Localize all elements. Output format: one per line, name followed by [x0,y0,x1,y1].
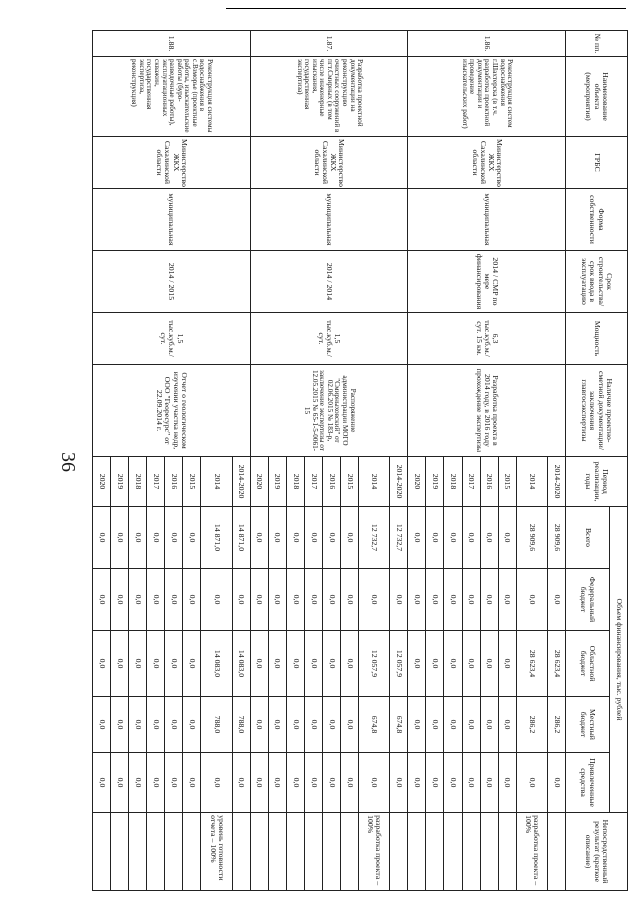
cell-result [444,813,462,891]
cell-period: 2018 [129,457,147,507]
cell-attracted: 0,0 [111,753,129,813]
cell-federal: 0,0 [359,569,390,631]
cell-regional: 0,0 [286,631,304,697]
cell-federal: 0,0 [147,569,165,631]
cell-period: 2017 [304,457,322,507]
cell-result [480,813,498,891]
cell-total: 0,0 [480,507,498,569]
cell-regional: 0,0 [111,631,129,697]
cell-period: 2018 [286,457,304,507]
top-rule [226,8,626,9]
cell-regional: 0,0 [323,631,341,697]
table-row [547,31,565,891]
cell-local: 0,0 [286,697,304,753]
cell-docs: Разработка проекта в 2014 году, в 2016 году прохождение экспертизы [408,365,566,457]
cell-total: 0,0 [111,507,129,569]
cell-period: 2015 [183,457,201,507]
cell-local: 0,0 [111,697,129,753]
cell-attracted: 0,0 [516,753,547,813]
cell-total: 0,0 [165,507,183,569]
cell-attracted: 0,0 [426,753,444,813]
cell-period: 2016 [323,457,341,507]
cell-grbs: Министерство ЖКХ Сахалинской области [250,137,408,189]
cell-result [183,813,201,891]
cell-regional: 0,0 [426,631,444,697]
rotated-table-container [92,30,628,890]
cell-result [323,813,341,891]
cell-attracted: 0,0 [232,753,250,813]
cell-period: 2019 [426,457,444,507]
cell-docs: Распоряжение администрации МОГО "Смирныховский" от 02.06.2015 № 183-р, заключение экспертизы от 12.05.2015 № 65-1-5-0061-15 [250,365,408,457]
cell-result [165,813,183,891]
cell-num: 1.87. [250,31,408,57]
cell-attracted: 0,0 [498,753,516,813]
cell-local: 0,0 [408,697,426,753]
cell-federal: 0,0 [165,569,183,631]
cell-num: 1.86. [408,31,566,57]
table-row [390,31,408,891]
cell-attracted: 0,0 [147,753,165,813]
cell-local: 0,0 [444,697,462,753]
cell-regional: 0,0 [129,631,147,697]
cell-federal: 0,0 [250,569,268,631]
funding-table [92,30,628,891]
cell-period: 2015 [498,457,516,507]
header-total: Всего [566,507,610,569]
cell-period: 2017 [462,457,480,507]
cell-period: 2014-2020 [390,457,408,507]
cell-grbs: Министерство ЖКХ Сахалинской области [93,137,251,189]
cell-total: 28 909,6 [516,507,547,569]
cell-federal: 0,0 [286,569,304,631]
cell-result [547,813,565,891]
cell-federal: 0,0 [516,569,547,631]
cell-period: 2020 [93,457,111,507]
cell-total: 0,0 [462,507,480,569]
cell-local: 674,8 [390,697,408,753]
header-result: Непосредственный результат (краткое описание) [566,813,628,891]
cell-attracted: 0,0 [129,753,147,813]
cell-name: Разработка проектной документации на реконструкцию очистных сооружений в пгт.Смирных (в том числе инженерные изыскания, государственная экспертиза) [250,57,408,137]
cell-result [93,813,111,891]
cell-attracted: 0,0 [286,753,304,813]
cell-num: 1.88. [93,31,251,57]
cell-result [129,813,147,891]
cell-total: 0,0 [444,507,462,569]
cell-total: 0,0 [323,507,341,569]
header-federal: Федеральный бюджет [566,569,610,631]
cell-total: 14 871,0 [232,507,250,569]
cell-regional: 0,0 [444,631,462,697]
cell-federal: 0,0 [304,569,322,631]
cell-total: 0,0 [304,507,322,569]
cell-result [250,813,268,891]
cell-result [408,813,426,891]
cell-attracted: 0,0 [183,753,201,813]
cell-regional: 12 057,9 [359,631,390,697]
cell-total: 0,0 [250,507,268,569]
cell-period: 2017 [147,457,165,507]
cell-period: 2018 [444,457,462,507]
cell-result [462,813,480,891]
header-attracted: Привлеченные средства [566,753,610,813]
cell-attracted: 0,0 [165,753,183,813]
cell-local: 0,0 [165,697,183,753]
cell-regional: 0,0 [462,631,480,697]
cell-period: 2014 [201,457,232,507]
cell-local: 0,0 [323,697,341,753]
cell-total: 0,0 [129,507,147,569]
cell-regional: 28 623,4 [516,631,547,697]
cell-period: 2020 [408,457,426,507]
table-body [93,31,566,891]
header-capacity: Мощность [566,313,628,365]
cell-regional: 14 083,0 [232,631,250,697]
header-grbs: ГРБС [566,137,628,189]
cell-local: 674,8 [359,697,390,753]
cell-total: 0,0 [183,507,201,569]
cell-ownership: муниципальная [408,189,566,251]
cell-attracted: 0,0 [462,753,480,813]
cell-ownership: муниципальная [93,189,251,251]
cell-regional: 0,0 [183,631,201,697]
cell-attracted: 0,0 [547,753,565,813]
header-num: № пп. [566,31,628,57]
cell-total: 12 732,7 [390,507,408,569]
cell-total: 14 871,0 [201,507,232,569]
cell-local: 0,0 [147,697,165,753]
header-local: Местный бюджет [566,697,610,753]
cell-regional: 0,0 [165,631,183,697]
cell-federal: 0,0 [426,569,444,631]
cell-attracted: 0,0 [201,753,232,813]
cell-attracted: 0,0 [93,753,111,813]
cell-docs: Отчет о геологическом изучении участка недр, ООО "Георесурс" от 22.09.2014 г. [93,365,251,457]
cell-ownership: муниципальная [250,189,408,251]
cell-regional: 0,0 [250,631,268,697]
cell-total: 0,0 [426,507,444,569]
cell-federal: 0,0 [444,569,462,631]
cell-result [268,813,286,891]
cell-grbs: Министерство ЖКХ Сахалинской области [408,137,566,189]
header-term: Срок строительства/ срок ввода в эксплуатацию [566,251,628,313]
cell-federal: 0,0 [498,569,516,631]
cell-period: 2016 [165,457,183,507]
cell-local: 0,0 [268,697,286,753]
cell-attracted: 0,0 [444,753,462,813]
cell-capacity: 1,5 тыс.куб.м./сут. [250,313,408,365]
cell-local: 0,0 [93,697,111,753]
cell-regional: 0,0 [93,631,111,697]
cell-period: 2019 [111,457,129,507]
cell-period: 2014 [359,457,390,507]
header-ownership: Форма собственности [566,189,628,251]
cell-total: 0,0 [268,507,286,569]
cell-regional: 0,0 [147,631,165,697]
cell-local: 0,0 [129,697,147,753]
cell-attracted: 0,0 [480,753,498,813]
cell-attracted: 0,0 [390,753,408,813]
cell-period: 2014-2020 [547,457,565,507]
page-number: 36 [57,452,79,472]
cell-federal: 0,0 [111,569,129,631]
cell-federal: 0,0 [480,569,498,631]
cell-period: 2014 [516,457,547,507]
cell-period: 2016 [480,457,498,507]
cell-name: Реконструкция систем водоснабжения г.Шахтерска (в т.ч. разработка проектной документации и проведение изыскательских работ) [408,57,566,137]
cell-local: 0,0 [498,697,516,753]
cell-result: разработка проекта – 100% [359,813,390,891]
cell-local: 0,0 [183,697,201,753]
header-regional: Областной бюджет [566,631,610,697]
cell-regional: 28 623,4 [547,631,565,697]
cell-result: уровень готовности отчета – 100% [201,813,232,891]
cell-attracted: 0,0 [408,753,426,813]
cell-local: 0,0 [341,697,359,753]
header-docs: Наличие проектно-сметной документации/ заключения главгосэкспертизы [566,365,628,457]
cell-regional: 14 083,0 [201,631,232,697]
cell-federal: 0,0 [201,569,232,631]
cell-federal: 0,0 [547,569,565,631]
header-funding: Объем финансирования, тыс. рублей [610,507,628,813]
cell-local: 0,0 [304,697,322,753]
cell-federal: 0,0 [129,569,147,631]
header-period: Период реализации, годы [566,457,628,507]
cell-period: 2015 [341,457,359,507]
cell-federal: 0,0 [232,569,250,631]
cell-result [390,813,408,891]
cell-total: 0,0 [498,507,516,569]
cell-regional: 0,0 [480,631,498,697]
cell-attracted: 0,0 [268,753,286,813]
cell-regional: 0,0 [498,631,516,697]
cell-period: 2019 [268,457,286,507]
cell-total: 0,0 [93,507,111,569]
cell-regional: 0,0 [268,631,286,697]
cell-regional: 12 057,9 [390,631,408,697]
cell-federal: 0,0 [462,569,480,631]
cell-name: Реконструкция системы водоснабжения в с.Взморье (проектные работы, изыскательские работы (буро-разведочные работы), эксплуатационных скважин, государственная экспертиза, реконструкция) [93,57,251,137]
cell-local: 0,0 [250,697,268,753]
cell-federal: 0,0 [341,569,359,631]
cell-total: 12 732,7 [359,507,390,569]
table-header [566,31,628,891]
header-name: Наименование объекта (мероприятия) [566,57,628,137]
cell-total: 0,0 [286,507,304,569]
cell-regional: 0,0 [304,631,322,697]
cell-attracted: 0,0 [341,753,359,813]
cell-result [498,813,516,891]
cell-attracted: 0,0 [250,753,268,813]
cell-local: 0,0 [462,697,480,753]
cell-federal: 0,0 [323,569,341,631]
cell-period: 2014-2020 [232,457,250,507]
cell-result: разработка проекта – 100% [516,813,547,891]
cell-term: 2014 / 2014 [250,251,408,313]
cell-total: 0,0 [341,507,359,569]
cell-local: 0,0 [480,697,498,753]
cell-local: 0,0 [426,697,444,753]
cell-result [147,813,165,891]
cell-total: 28 909,6 [547,507,565,569]
cell-capacity: 1,5 тыс.куб.м./сут. [93,313,251,365]
cell-local: 788,0 [201,697,232,753]
cell-result [426,813,444,891]
cell-local: 788,0 [232,697,250,753]
cell-local: 286,2 [547,697,565,753]
cell-attracted: 0,0 [359,753,390,813]
cell-result [232,813,250,891]
cell-result [286,813,304,891]
cell-result [304,813,322,891]
cell-result [341,813,359,891]
cell-federal: 0,0 [268,569,286,631]
cell-federal: 0,0 [408,569,426,631]
cell-term: 2014 / 2015 [93,251,251,313]
cell-attracted: 0,0 [323,753,341,813]
cell-federal: 0,0 [183,569,201,631]
cell-capacity: 6,3 тыс.куб.м./сут. 15 км. [408,313,566,365]
cell-federal: 0,0 [93,569,111,631]
cell-regional: 0,0 [341,631,359,697]
cell-period: 2020 [250,457,268,507]
cell-local: 286,2 [516,697,547,753]
cell-total: 0,0 [147,507,165,569]
cell-attracted: 0,0 [304,753,322,813]
cell-federal: 0,0 [390,569,408,631]
cell-total: 0,0 [408,507,426,569]
cell-term: 2014 / СМР по мере финансирования [408,251,566,313]
cell-regional: 0,0 [408,631,426,697]
table-row [232,31,250,891]
cell-result [111,813,129,891]
